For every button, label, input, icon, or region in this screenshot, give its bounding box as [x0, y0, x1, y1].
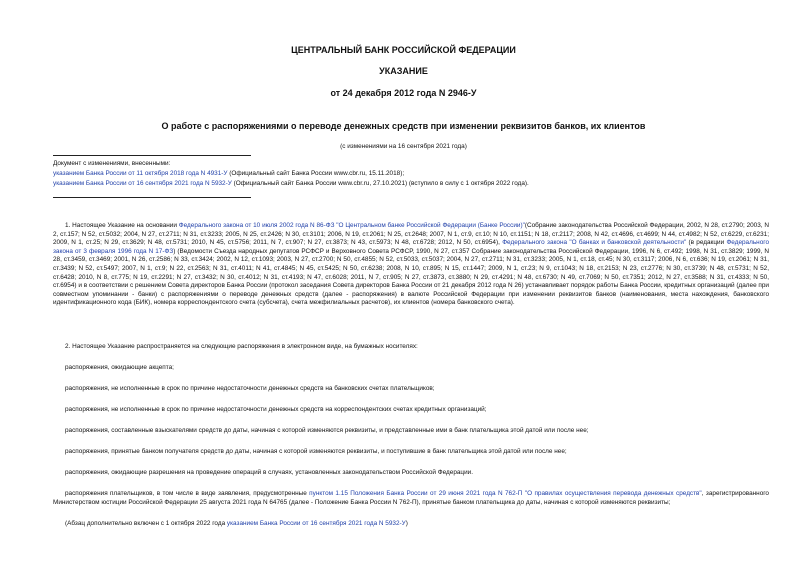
amendment-item [53, 179, 773, 189]
amendments-block [53, 159, 773, 189]
para1-text: 1. Настоящее Указание на основании [65, 222, 179, 229]
addition-note [53, 520, 769, 529]
note-text: ) [405, 520, 408, 527]
note-text: (Абзац дополнительно включен с 1 октября 2022 года [65, 520, 227, 527]
issuer-title: ЦЕНТРАЛЬНЫЙ БАНК РОССИЙСКОЙ ФЕДЕРАЦИИ [291, 45, 516, 55]
amendment-source: (Официальный сайт Банка России www.cbr.ru, 27.10.2021) (вступило в силу с 1 октября 2022 года). [231, 180, 529, 187]
amendment-source: (Официальный сайт Банка России www.cbr.ru, 15.11.2018); [227, 170, 405, 177]
amendments-intro: Документ с изменениями, внесенными: [53, 160, 171, 167]
list-item: распоряжения, не исполненные в срок по причине недостаточности денежных средств на корреспондентских счетах кредитных организаций; [65, 406, 487, 413]
list-item: распоряжения, составленные взыскателями средств до даты, начиная с которой изменяются реквизиты, и представленные ими в банк плательщика этой датой или после нее; [65, 427, 589, 434]
law-link-banks[interactable]: Федерального закона "О банках и банковской деятельности" [502, 239, 687, 247]
para1-text: (в редакции [686, 239, 727, 247]
paragraph-2: 2. Настоящее Указание распространяется на следующие распоряжения в электронном виде, на бумажных носителях: [65, 343, 418, 350]
amendment-link-5932[interactable]: указанием Банка России от 16 сентября 2021 года N 5932-У [53, 180, 232, 187]
note-link-5932[interactable]: указанием Банка России от 16 сентября 2021 года N 5932-У [226, 520, 406, 527]
last-text: распоряжения плательщиков, в том числе в виде заявления, предусмотренные [65, 490, 310, 497]
paragraph-1 [53, 222, 769, 308]
list-item: распоряжения, ожидающие акцепта; [65, 364, 174, 371]
list-item: распоряжения, не исполненные в срок по причине недостаточности денежных средств на банковских счетах плательщиков; [65, 385, 435, 392]
paragraph-last [53, 490, 769, 507]
document-type: УКАЗАНИЕ [379, 66, 428, 76]
document-date-number: от 24 декабря 2012 года N 2946-У [330, 88, 477, 98]
para1-text: (Собрание законодательства Российской Федерации, 2002, N 28, ст.2790; 2003, N 2, ст.157; N 52, ст.5032; 2004, N 27, ст.2711; N 31, ст.3233; 2005, N 25, ст.2426; N 30, ст.3101; 2006, N 19, ст.2061; N 25, ст.2648; 2007, N 1, ст.9, ст.10; N 10, ст.1151; N 18, ст.2117; 2008, N 42, ст.4696, ст.4699; N 44, ст.4982; N 52, ст.6229, ст.6231; 2009, N 1, ст.25; N 29, ст.3629; N 48, ст.5731; 2010, N 45, ст.5756; 2011, N 7, ст.907; N 27, ст.3873; N 43, ст.5973; N 48, ст.6728; 2012, N 50, ст.6954), [53, 222, 770, 247]
amendment-item [53, 169, 773, 179]
list-item: распоряжения, принятые банком получателя средств до даты, начиная с которой изменяются реквизиты, и поступившие в банк плательщика этой датой или после нее; [65, 448, 567, 455]
divider-top [53, 155, 251, 156]
amendment-link-4931[interactable]: указанием Банка России от 11 октября 2018 года N 4931-У [53, 170, 228, 177]
divider-bottom [53, 197, 251, 198]
last-text: , зарегистрированного Министерством юстиции Российской Федерации 25 августа 2021 года N 64765 (далее - Положение Банка России N 762-П), принятые банком плательщика до даты, начиная с которой изменяются реквизиты; [53, 490, 769, 506]
regulation-link-762p[interactable]: пунктом 1.15 Положения Банка России от 29 июня 2021 года N 762-П "О правилах осуществления перевода денежных средств" [309, 490, 702, 497]
law-link-86fz[interactable]: Федерального закона от 10 июля 2002 года N 86-ФЗ "О Центральном банке Российской Федерации (Банке России)" [178, 222, 525, 229]
document-subject: О работе с распоряжениями о переводе денежных средств при изменении реквизитов банков, их клиентов [161, 121, 646, 131]
amendment-note: (с изменениями на 16 сентября 2021 года) [340, 143, 467, 150]
para1-text: ) (Ведомости Съезда народных депутатов РСФСР и Верховного Совета РСФСР, 1990, N 27, ст.357 Собрание законодательства Российской Федерации, 1996, N 6, ст.492; 1998, N 31, ст.3829; 1999, N 28, ст.3459, ст.3469; 2001, N 26, ст.2586; N 33, ст.3424; 2002, N 12, ст.1093; 2003, N 27, ст.2700; N 50, ст.4855; N 52, ст.5033, ст.5037; 2004, N 27, ст.2711; N 31, ст.3233; 2005, N 1, ст.18, ст.45; N 30, ст.3117; 2006, N 6, ст.636; N 19, ст.2061; N 31, ст.3439; N 52, ст.5497; 2007, N 1, ст.9; N 22, ст.2563; N 31, ст.4011; N 41, ст.4845; N 45, ст.5425; N 50, ст.6238; 2008, N 10, ст.895; N 15, ст.1447; 2009, N 1, ст.23; N 9, ст.1043; N 18, ст.2153; N 23, ст.2776; N 30, ст.3739; N 48, ст.5731; N 52, ст.6428; 2010, N 8, ст.775; N 19, ст.2291; N 27, ст.3432; N 30, ст.4012; N 31, ст.4193; N 47, ст.6028; 2011, N 7, ст.905; N 27, ст.3873, ст.3880; N 29, ст.4291; N 48, ст.6730; N 49, ст.7069; N 50, ст.7351; 2012, N 27, ст.3588; N 31, ст.4333; N 50, ст.6954) и в соответствии с решением Совета директоров Банка России (протокол заседания Совета директоров Банка России от 21 декабря 2012 года N 26) устанавливает порядок работы Банка России, кредитных организаций (далее при совместном упоминании - банки) с распоряжениями о переводе денежных средств (далее - распоряжения) в валюте Российской Федерации при изменении реквизитов банков (наименования, места нахождения, банковского идентификационного кода (БИК), номера корреспондентского счета (субсчета), счета межфилиальных расчетов), их клиентов (номера банковского счета). [53, 247, 769, 307]
list-item: распоряжения, ожидающие разрешения на проведение операций в случаях, установленных законодательством Российской Федерации. [65, 469, 474, 476]
law-link-17fz[interactable]: Федерального закона от 3 февраля 1996 года N 17-ФЗ [53, 239, 770, 255]
